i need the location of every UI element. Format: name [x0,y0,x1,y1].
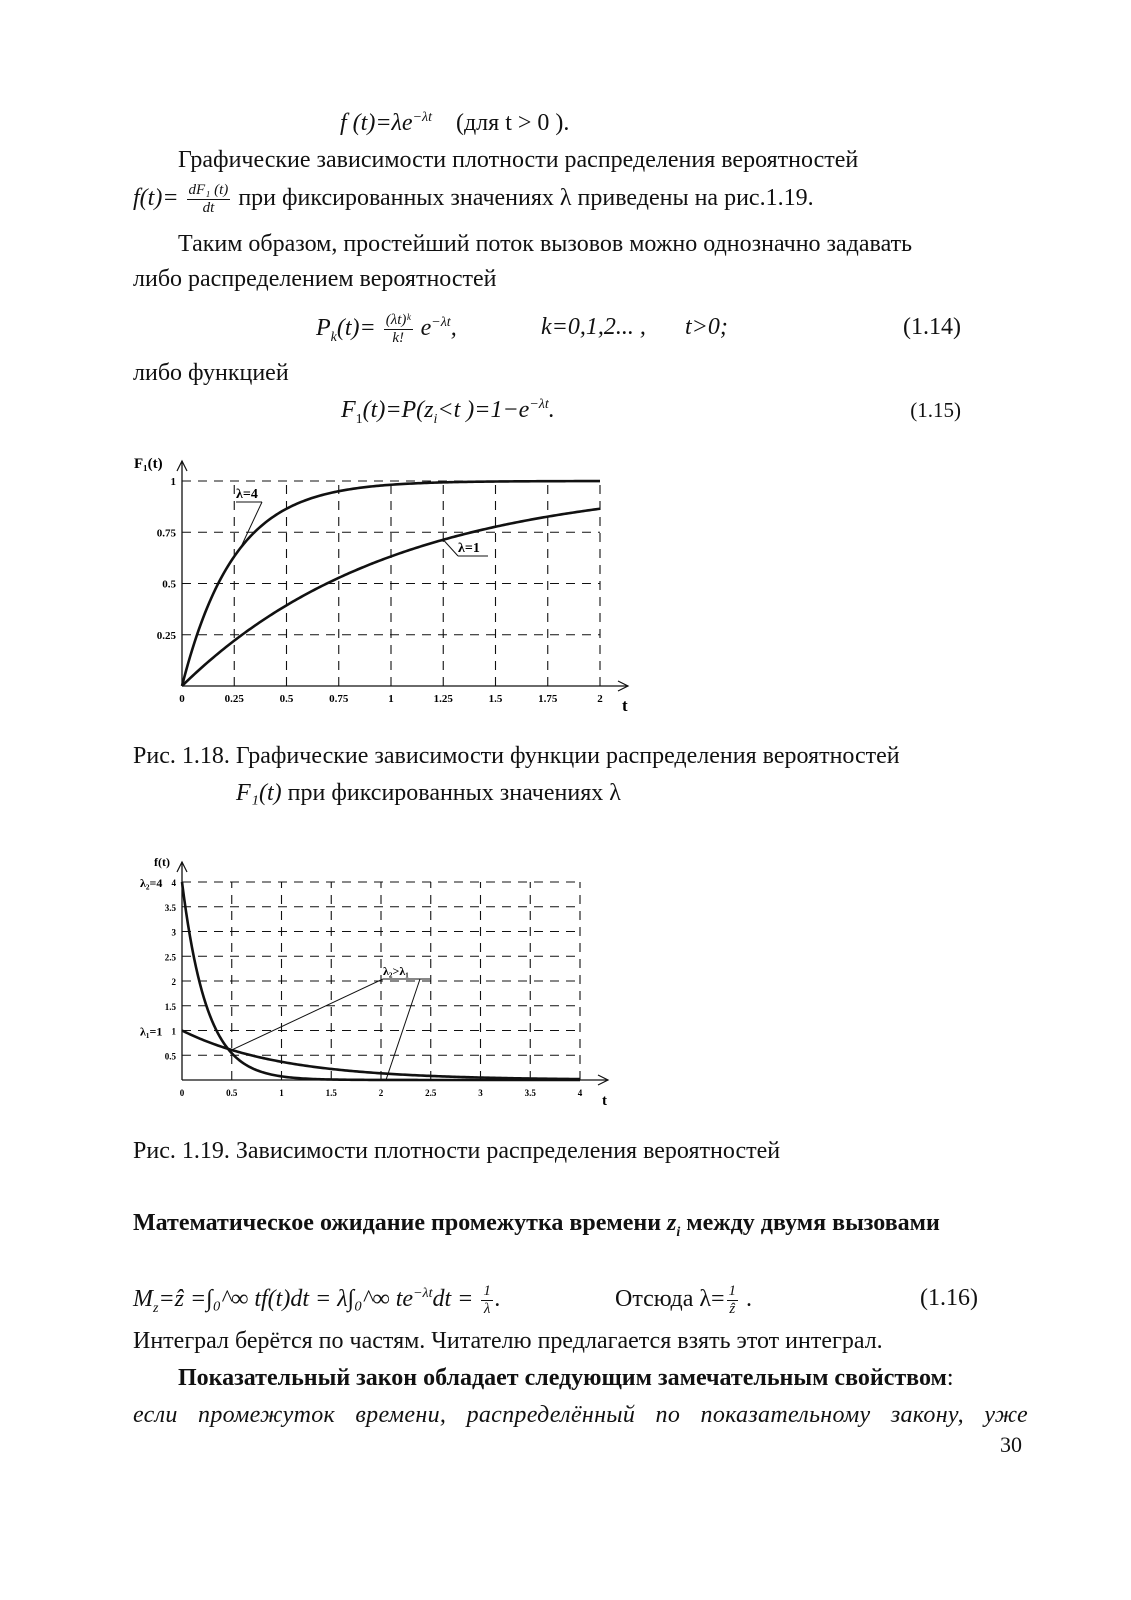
x-tick-label: 1 [388,693,394,705]
equation-label-1-14: (1.14) [903,314,961,340]
y-tick-label: 0.75 [156,527,176,540]
series-label-lambda-4: λ=4 [236,487,258,502]
y-tick-label: 0.5 [162,578,176,591]
x-tick-label: 1.5 [325,1088,337,1098]
x-tick-label: 0 [179,693,185,705]
x-tick-label: 3.5 [524,1088,536,1098]
caption-1-18-line1: Рис. 1.18. Графические зависимости функции распределения вероятностей [133,743,900,769]
last-line: если промежуток времени, распределённый по показательному закону, уже [133,1402,1028,1428]
x-tick-label: 1.5 [488,693,503,705]
x-tick-label: 1.75 [538,693,558,705]
annotation-leader [232,979,383,1050]
x-tick-label: 3 [478,1088,483,1098]
series-label-lambda-1: λ₁=1 [140,1024,163,1039]
y-tick-label: 0.5 [164,1051,176,1062]
y-tick-label: 3 [171,927,176,938]
equation-1-14: $P_k(t)=$ $\frac{\text{(λt)ᵏ}}{k!}$ $e^{-\lambda t}$, k=0,1,2... , t>0; (1.14) [316,312,961,346]
y-tick-label: 0.25 [156,629,176,642]
annotation-leader [386,979,420,1080]
y-tick-label: 1.5 [164,1001,176,1012]
section-heading: Математическое ожидание промежутка времени $z_i$ между двумя вызовами [133,1210,940,1240]
label-leader [241,502,262,548]
y-tick-label: 1 [171,1026,176,1037]
density-function-chart [120,840,640,1110]
x-tick-label: 0.5 [279,693,294,705]
x-tick-label: 2 [597,693,603,705]
integral-note: Интеграл берётся по частям. Читателю предлагается взять этот интеграл. [133,1328,883,1354]
x-axis-label: t [622,696,628,715]
series-label-lambda-1: λ=1 [458,541,480,556]
y-tick-label: 2 [171,977,176,987]
page-number: 30 [1000,1432,1022,1457]
distribution-function-chart [120,440,650,720]
x-tick-label: 0.75 [329,693,349,705]
caption-1-19: Рис. 1.19. Зависимости плотности распределения вероятностей [133,1138,781,1164]
equation-1-16: $M_z=ẑ$ =∫₀^∞ tf(t)dt = λ∫₀^∞ $te^{-\lambda t}dt$ = $\frac{1}{\lambda}$ . Отсюда λ= $\frac{1}{\text{ẑ}}$ . (1.16) [133,1283,978,1317]
y-tick-label: 3.5 [164,902,176,913]
x-tick-label: 0.25 [224,693,244,705]
x-axis-label: t [602,1093,607,1109]
y-tick-label: 1 [170,476,176,488]
label-leader [443,540,458,556]
property-statement: Показательный закон обладает следующим замечательным свойством: [178,1365,954,1391]
para1-line2: f(t)= $\frac{\text{dF₁ (t)}}{dt}$ при фиксированных значениях λ приведены на рис.1.19. [133,182,814,216]
annotation-label: λ₂>λ₁ [383,964,409,978]
x-tick-label: 4 [577,1088,583,1098]
para2-line1: Таким образом, простейший поток вызовов можно однозначно задавать [178,231,913,257]
para1-line1: Графические зависимости плотности распределения вероятностей [178,147,859,173]
x-tick-label: 2.5 [425,1088,437,1098]
either-function: либо функцией [133,360,289,386]
para2-line2: либо распределением вероятностей [133,266,497,292]
y-axis-label: f(t) [154,855,170,869]
density-formula: f $(t)=\lambda e^{-\lambda t}$ (для t > 0 ). [340,110,570,136]
caption-1-18-line2: F₁(t) при фиксированных значениях λ [236,780,621,806]
series-label-lambda-2: λ₂=4 [140,876,163,890]
x-tick-label: 0.5 [226,1088,238,1098]
x-tick-label: 0 [179,1088,185,1098]
x-tick-label: 2 [378,1088,384,1098]
density-fraction: $\frac{\text{dF₁ (t)}}{dt}$ [188,182,229,216]
equation-label-1-15: (1.15) [910,398,961,422]
equation-label-1-16: (1.16) [920,1285,978,1311]
y-tick-label: 2.5 [164,952,176,963]
equation-1-15: $F_1(t)=P(z_i<t$ )$=1-e^{-\lambda t}$. (1.15) [341,397,961,427]
y-tick-label: 4 [171,878,176,888]
x-tick-label: 1 [279,1088,284,1098]
x-tick-label: 1.25 [433,693,453,705]
y-axis-label: F₁(t) [134,456,163,472]
